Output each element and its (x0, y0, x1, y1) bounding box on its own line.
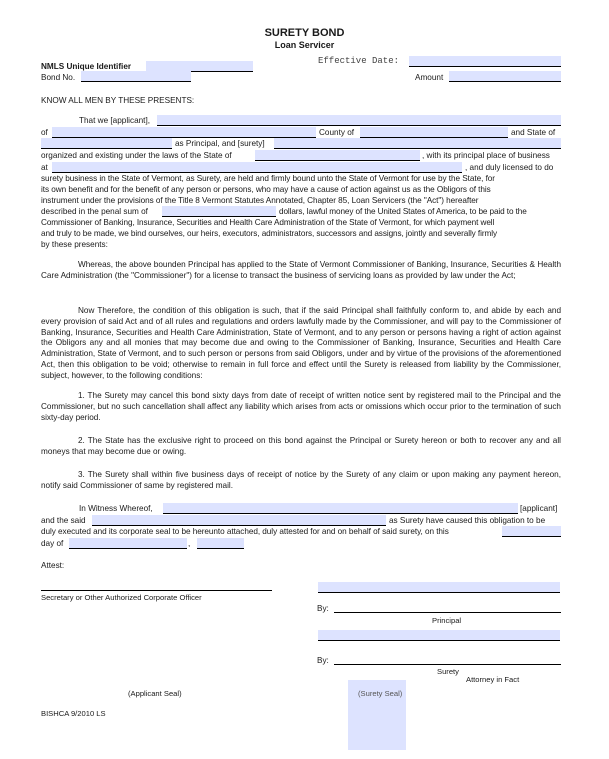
amount-label: Amount (415, 73, 444, 82)
of-label: of (41, 128, 48, 137)
by-label-2: By: (317, 656, 329, 665)
surety-address-field[interactable] (52, 162, 462, 173)
principal-name-field[interactable] (318, 582, 560, 593)
organized-label: organized and existing under the laws of the State of (41, 151, 232, 160)
body-line-7: by these presents: (41, 240, 108, 249)
surety-caused-label: as Surety have caused this obligation to be (389, 516, 546, 525)
form-title: SURETY BOND (264, 27, 345, 39)
body-line-6: and truly to be made, we bind ourselves, our heirs, executors, administrators, successors and assigns, jointly and severally firmly (41, 229, 497, 238)
principal-place-label: , with its principal place of business (422, 151, 550, 160)
know-all-heading: KNOW ALL MEN BY THESE PRESENTS: (41, 96, 195, 105)
whereas-paragraph: Whereas, the above bounden Principal has applied to the State of Vermont Commissioner of Banking, Insurance, Securities & Health Care Administration (the "Commissioner") for a license to transact the business of servicing loans as provided by law under the Act; (41, 260, 561, 280)
witness-applicant-field[interactable] (163, 503, 518, 514)
bond-no-label: Bond No. (41, 73, 76, 82)
dollars-text: dollars, lawful money of the United States of America, to be paid to the (279, 207, 527, 216)
surety-name-field[interactable] (274, 138, 561, 149)
as-principal-label: as Principal, and [surety] (175, 139, 265, 148)
that-we-label: That we [applicant], (79, 116, 150, 125)
day-of-label: day of (41, 539, 64, 548)
surety-state-field[interactable] (255, 150, 420, 161)
nmls-label: NMLS Unique Identifier (41, 62, 132, 71)
form-subtitle: Loan Servicer (274, 40, 335, 50)
county-field[interactable] (360, 127, 508, 138)
county-of-label: County of (319, 128, 355, 137)
applicant-state-field[interactable] (41, 138, 172, 149)
and-the-said-label: and the said (41, 516, 86, 525)
body-line-3: instrument under the provisions of the Title 8 Vermont Statutes Annotated, Chapter 85, Loan Servicers (the "Act") hereafter (41, 196, 479, 205)
duly-licensed-label: , and duly licensed to do (465, 163, 554, 172)
applicant-bracket-label: [applicant] (520, 504, 558, 513)
applicant-name-field[interactable] (157, 115, 561, 126)
date-comma: , (188, 539, 191, 548)
secretary-signature-line[interactable] (41, 590, 272, 591)
body-line-5: Commissioner of Banking, Insurance, Securities and Health Care Administration of the State of Vermont, for which payment well (41, 218, 495, 227)
year-field[interactable] (197, 538, 244, 549)
penal-sum-label: described in the penal sum of (41, 207, 148, 216)
principal-signature-line[interactable] (334, 612, 561, 613)
form-id: BISHCA 9/2010 LS (41, 709, 106, 718)
effective-date-label: Effective Date: (318, 56, 400, 66)
condition-1: 1. The Surety may cancel this bond sixty days from date of receipt of written notice sent by registered mail to the Principal and the Commissioner, but no such cancellation shall affect any liability which arises from acts or omissions which occur prior to the termination of such sixty-day period. (41, 391, 561, 422)
by-label-1: By: (317, 604, 329, 613)
and-state-of-label: and State of (511, 128, 556, 137)
surety-name-sign-field[interactable] (318, 630, 560, 641)
applicant-seal-label: (Applicant Seal) (128, 689, 182, 698)
amount-field[interactable] (449, 71, 561, 82)
principal-label: Principal (432, 616, 462, 625)
surety-label: Surety (437, 667, 459, 676)
attorney-signature-line[interactable] (334, 664, 561, 665)
bond-no-field[interactable] (81, 71, 191, 82)
penal-sum-field[interactable] (162, 206, 276, 217)
body-line-1: surety business in the State of Vermont, as Surety, are held and firmly bound unto the State of Vermont for use by the State, for (41, 174, 495, 183)
attorney-in-fact-label: Attorney in Fact (466, 675, 520, 684)
now-therefore-paragraph: Now Therefore, the condition of this obligation is such, that if the said Principal shall faithfully conform to, and abide by each and every provision of said Act and of all rules and regulations and orders lawfully made by the Commissioner, and will pay to the Commissioner of Banking, Insurance, Securities and Health Care Administration, State of Vermont, and to any person or persons having a right of action against the Obligors any and all monies that may become due and owing to the Commissioner of Banking, Insurance, Securities and Health Care Administration, State of Vermont, and to such person or persons from said Obligors, under and by virtue of the provisions of the aforementioned Act, then this obligation to be void; otherwise to remain in full force and effect until the Surety is released from liability by the Commissioner, subject, however, to the following conditions: (41, 306, 561, 380)
at-label: at (41, 163, 48, 172)
surety-seal-label: (Surety Seal) (358, 689, 403, 698)
witness-surety-field[interactable] (92, 515, 386, 526)
secretary-label: Secretary or Other Authorized Corporate Officer (41, 593, 202, 602)
attest-label: Attest: (41, 561, 65, 570)
effective-date-field[interactable] (409, 56, 561, 67)
month-field[interactable] (69, 538, 187, 549)
duly-executed-label: duly executed and its corporate seal to be hereunto attached, duly attested for and on behalf of said surety, on this (41, 527, 449, 536)
witness-label: In Witness Whereof, (79, 504, 153, 513)
applicant-city-field[interactable] (52, 127, 316, 138)
day-number-field[interactable] (502, 526, 561, 537)
condition-3: 3. The Surety shall within five business days of receipt of notice by the Surety of any claim or upon making any payment hereon, notify said Commissioner of same by registered mail. (41, 470, 561, 490)
body-line-2: its own benefit and for the benefit of any person or persons, who may have a cause of action against us as the Obligors of this (41, 185, 491, 194)
condition-2: 2. The State has the exclusive right to proceed on this bond against the Principal or Surety hereon or both to recover any and all moneys that may become due or owing. (41, 436, 561, 456)
